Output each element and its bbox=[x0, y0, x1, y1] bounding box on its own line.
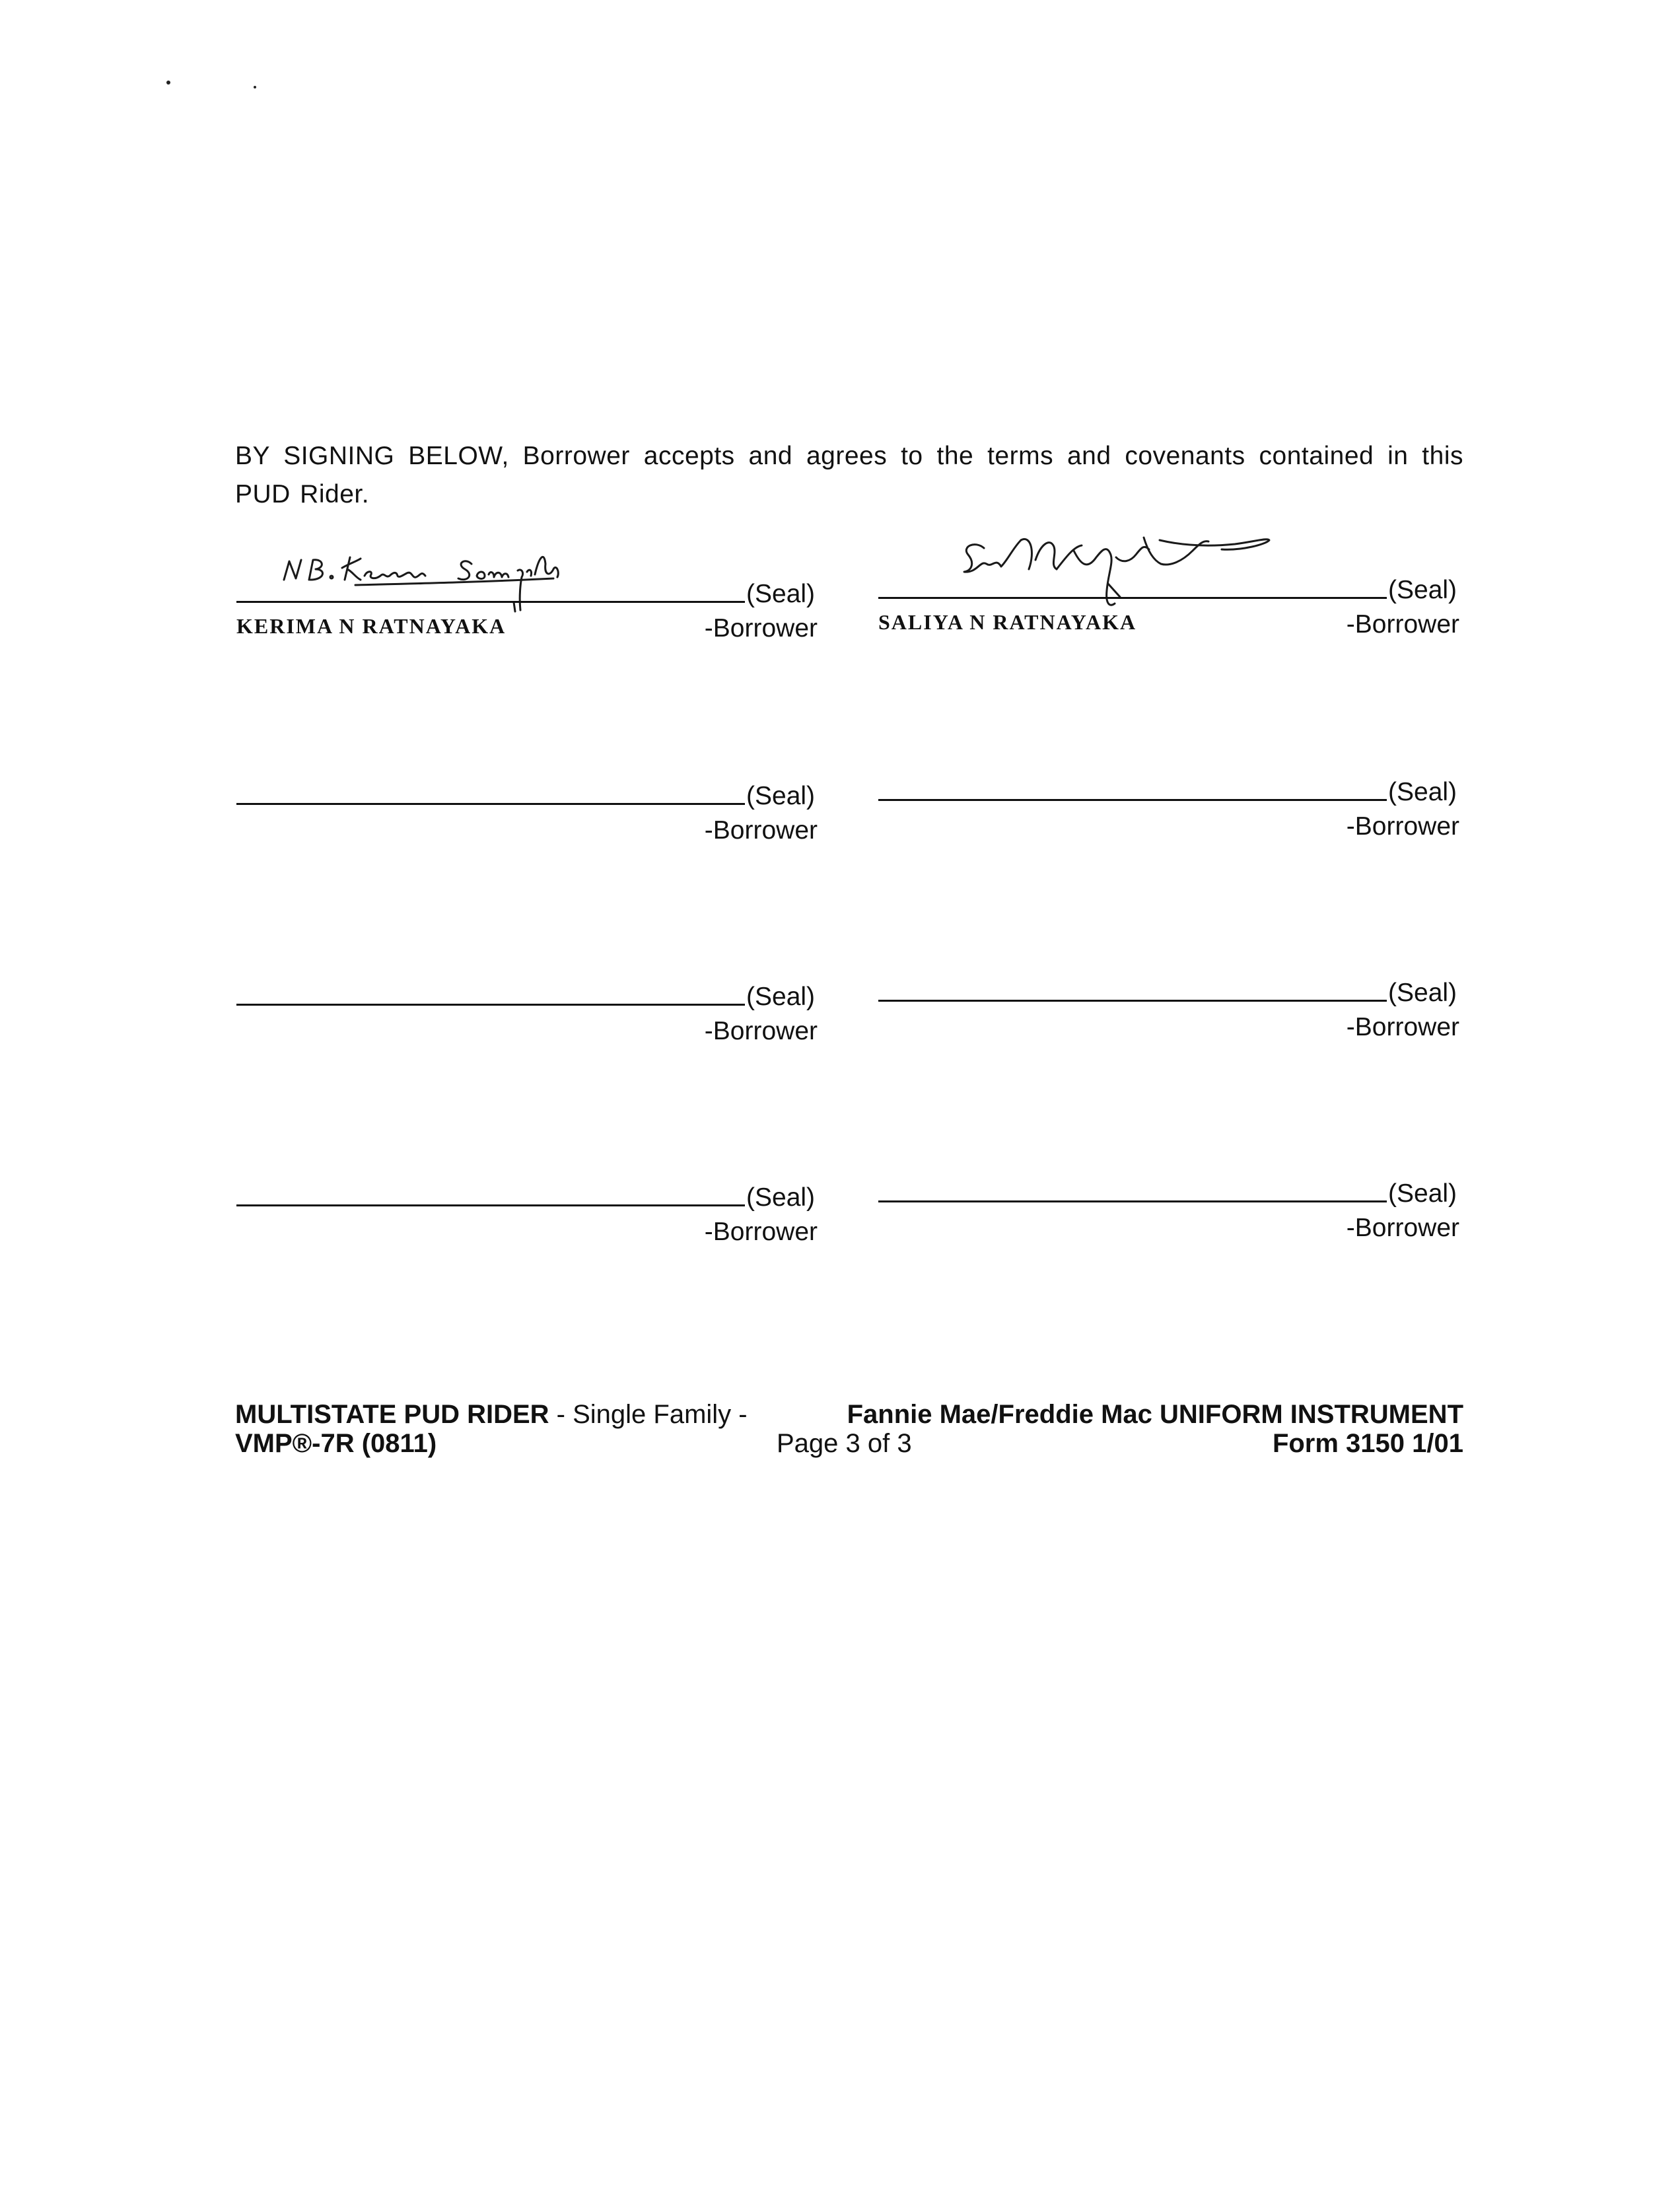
signer-name: SALIYA N RATNAYAKA bbox=[878, 610, 1137, 634]
borrower-label: -Borrower bbox=[1346, 812, 1459, 841]
borrower-label: -Borrower bbox=[704, 1218, 818, 1246]
signature-line bbox=[236, 1204, 745, 1206]
uniform-instrument: Fannie Mae/Freddie Mac UNIFORM INSTRUMENT bbox=[847, 1400, 1463, 1429]
signature-line bbox=[878, 597, 1387, 599]
page-number: Page 3 of 3 bbox=[777, 1429, 912, 1458]
signature-block bbox=[236, 773, 818, 845]
footer-title-line bbox=[235, 1400, 1463, 1430]
borrower-label: -Borrower bbox=[1346, 610, 1459, 639]
seal-label: (Seal) bbox=[746, 983, 816, 1011]
signature-line bbox=[236, 1004, 745, 1006]
signature-line bbox=[236, 601, 745, 603]
borrower-label: -Borrower bbox=[704, 614, 818, 642]
form-number: Form 3150 1/01 bbox=[1272, 1429, 1463, 1458]
signature-block bbox=[236, 973, 818, 1046]
signature-line bbox=[878, 1000, 1387, 1002]
seal-label: (Seal) bbox=[1388, 1179, 1457, 1208]
signature-block bbox=[878, 969, 1459, 1042]
borrower-label: -Borrower bbox=[704, 816, 818, 845]
seal-label: (Seal) bbox=[1388, 979, 1457, 1007]
seal-label: (Seal) bbox=[1388, 778, 1457, 806]
seal-label: (Seal) bbox=[746, 782, 816, 810]
signature-block bbox=[878, 567, 1459, 639]
borrower-label: -Borrower bbox=[1346, 1214, 1459, 1242]
scan-speck bbox=[254, 86, 256, 88]
signature-block bbox=[236, 1174, 818, 1247]
seal-label: (Seal) bbox=[746, 580, 816, 608]
scan-speck bbox=[166, 81, 170, 85]
borrower-label: -Borrower bbox=[704, 1017, 818, 1045]
signature-block bbox=[236, 571, 818, 643]
signature-line bbox=[878, 799, 1387, 801]
handwritten-signature bbox=[276, 538, 646, 617]
form-subtitle: - Single Family - bbox=[556, 1400, 748, 1429]
signer-name: KERIMA N RATNAYAKA bbox=[236, 614, 507, 638]
intro-paragraph: BY SIGNING BELOW, Borrower accepts and agrees to the terms and covenants contained in this PUD Rider. bbox=[235, 442, 1463, 508]
form-code: VMP®-7R (0811) bbox=[235, 1429, 437, 1458]
seal-label: (Seal) bbox=[746, 1183, 816, 1212]
seal-label: (Seal) bbox=[1388, 576, 1457, 604]
borrower-label: -Borrower bbox=[1346, 1013, 1459, 1041]
signature-block bbox=[878, 769, 1459, 841]
signature-line bbox=[236, 803, 745, 805]
signature-line bbox=[878, 1200, 1387, 1202]
form-title: MULTISTATE PUD RIDER bbox=[235, 1400, 549, 1429]
signature-block bbox=[878, 1170, 1459, 1243]
